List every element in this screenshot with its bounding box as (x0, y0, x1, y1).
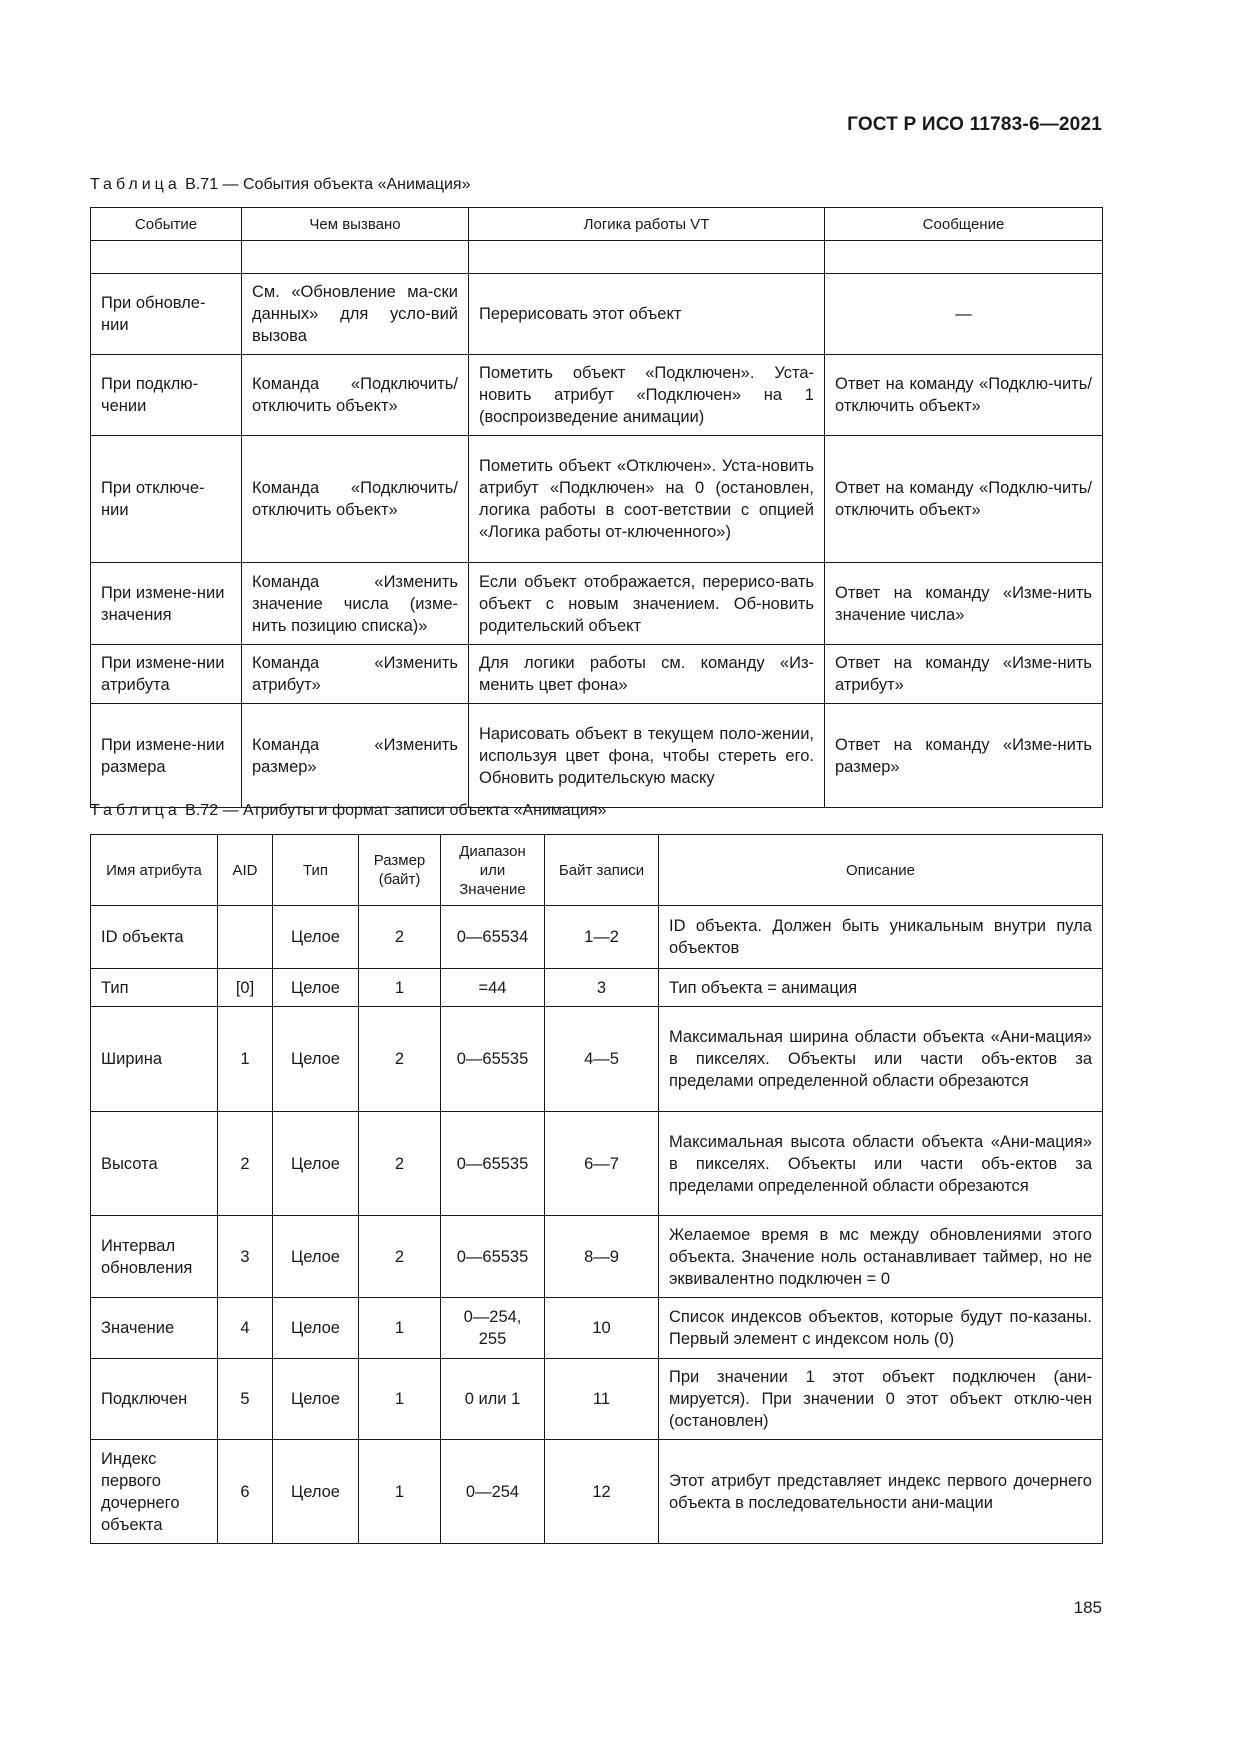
byte-cell: 12 (545, 1440, 659, 1544)
type-cell: Целое (273, 969, 359, 1007)
description-cell: Тип объекта = анимация (659, 969, 1103, 1007)
size-cell: 2 (359, 1007, 441, 1112)
column-header: Имя атрибута (91, 835, 218, 906)
aid-cell: 5 (218, 1359, 273, 1440)
type-cell: Целое (273, 1298, 359, 1359)
size-cell: 1 (359, 969, 441, 1007)
column-header: Тип (273, 835, 359, 906)
page-number: 185 (1073, 1598, 1102, 1617)
range-cell: 0—254 (441, 1440, 545, 1544)
range-cell: 0—65535 (441, 1007, 545, 1112)
type-cell: Целое (273, 1112, 359, 1216)
size-cell: 2 (359, 1112, 441, 1216)
event-cell: При обновле-нии (91, 274, 242, 355)
column-header: Диапазон или Значение (441, 835, 545, 906)
logic-cell: Пометить объект «Отключен». Уста-новить атрибут «Подключен» на 0 (остановлен, логика работы в соот-ветствии с опцией «Логика работы от-ключенного») (469, 436, 825, 563)
table2-caption-prefix: Таблица (90, 802, 181, 819)
aid-cell: 6 (218, 1440, 273, 1544)
type-cell: Целое (273, 1216, 359, 1298)
message-cell: — (825, 274, 1103, 355)
range-cell: 0—65535 (441, 1112, 545, 1216)
type-cell: Целое (273, 1440, 359, 1544)
cause-cell: Команда «Изменить размер» (242, 704, 469, 808)
attributes-table (90, 834, 1103, 1544)
column-header: Описание (659, 835, 1103, 906)
range-cell: 0—65535 (441, 1216, 545, 1298)
attr-name-cell: Интервал обновления (91, 1216, 218, 1298)
size-cell: 1 (359, 1298, 441, 1359)
column-header: Байт записи (545, 835, 659, 906)
aid-cell: [0] (218, 969, 273, 1007)
byte-cell: 11 (545, 1359, 659, 1440)
range-cell: 0—254, 255 (441, 1298, 545, 1359)
aid-cell: 1 (218, 1007, 273, 1112)
message-cell: Ответ на команду «Изме-нить атрибут» (825, 645, 1103, 704)
events-table (90, 207, 1103, 808)
attr-name-cell: Ширина (91, 1007, 218, 1112)
byte-cell: 1—2 (545, 906, 659, 969)
attr-name-cell: Значение (91, 1298, 218, 1359)
aid-cell: 3 (218, 1216, 273, 1298)
logic-cell: Перерисовать этот объект (469, 274, 825, 355)
logic-cell: Для логики работы см. команду «Из-менить цвет фона» (469, 645, 825, 704)
event-cell: При отключе-нии (91, 436, 242, 563)
byte-cell: 3 (545, 969, 659, 1007)
message-cell: Ответ на команду «Подклю-чить/отключить объект» (825, 355, 1103, 436)
table2-caption-text: В.72 — Атрибуты и формат записи объекта «Анимация» (180, 802, 607, 819)
aid-cell: 4 (218, 1298, 273, 1359)
message-cell: Ответ на команду «Изме-нить размер» (825, 704, 1103, 808)
attr-name-cell: Индекс первого дочернего объекта (91, 1440, 218, 1544)
column-header: Логика работы VT (469, 208, 825, 241)
size-cell: 1 (359, 1359, 441, 1440)
event-cell: При измене-нии атрибута (91, 645, 242, 704)
attr-name-cell: ID объекта (91, 906, 218, 969)
range-cell: 0—65534 (441, 906, 545, 969)
cause-cell: Команда «Изменить атрибут» (242, 645, 469, 704)
type-cell: Целое (273, 906, 359, 969)
table1-caption-text: В.71 — События объекта «Анимация» (180, 176, 471, 193)
column-header: Событие (91, 208, 242, 241)
description-cell: При значении 1 этот объект подключен (ани-мируется). При значении 0 этот объект отклю-чен (остановлен) (659, 1359, 1103, 1440)
type-cell: Целое (273, 1359, 359, 1440)
cause-cell: Команда «Изменить значение числа (изме-нить позицию списка)» (242, 563, 469, 645)
description-cell: ID объекта. Должен быть уникальным внутри пула объектов (659, 906, 1103, 969)
description-cell: Список индексов объектов, которые будут по-казаны. Первый элемент с индексом ноль (0) (659, 1298, 1103, 1359)
table1-caption-prefix: Таблица (90, 176, 181, 193)
column-header: AID (218, 835, 273, 906)
attr-name-cell: Высота (91, 1112, 218, 1216)
event-cell: При измене-нии размера (91, 704, 242, 808)
logic-cell: Пометить объект «Подключен». Уста-новить атрибут «Подключен» на 1 (воспроизведение анимации) (469, 355, 825, 436)
description-cell: Максимальная высота области объекта «Ани-мация» в пикселях. Объекты или части объ-ектов за пределами определенной области обрезаются (659, 1112, 1103, 1216)
type-cell: Целое (273, 1007, 359, 1112)
description-cell: Этот атрибут представляет индекс первого дочернего объекта в последовательности ани-мации (659, 1440, 1103, 1544)
message-cell: Ответ на команду «Изме-нить значение числа» (825, 563, 1103, 645)
size-cell: 2 (359, 906, 441, 969)
description-cell: Максимальная ширина области объекта «Ани-мация» в пикселях. Объекты или части объ-ектов за пределами определенной области обрезаются (659, 1007, 1103, 1112)
column-header: Чем вызвано (242, 208, 469, 241)
aid-cell: 2 (218, 1112, 273, 1216)
attr-name-cell: Тип (91, 969, 218, 1007)
document-code: ГОСТ Р ИСО 11783-6—2021 (847, 114, 1102, 135)
logic-cell: Если объект отображается, перерисо-вать объект с новым значением. Об-новить родительский объект (469, 563, 825, 645)
cause-cell: Команда «Подключить/ отключить объект» (242, 355, 469, 436)
byte-cell: 4—5 (545, 1007, 659, 1112)
byte-cell: 6—7 (545, 1112, 659, 1216)
range-cell: =44 (441, 969, 545, 1007)
range-cell: 0 или 1 (441, 1359, 545, 1440)
cause-cell: См. «Обновление ма-ски данных» для усло-вий вызова (242, 274, 469, 355)
byte-cell: 10 (545, 1298, 659, 1359)
column-header: Размер (байт) (359, 835, 441, 906)
logic-cell: Нарисовать объект в текущем поло-жении, используя цвет фона, чтобы стереть его. Обновить родительскую маску (469, 704, 825, 808)
cause-cell: Команда «Подключить/ отключить объект» (242, 436, 469, 563)
event-cell: При подклю-чении (91, 355, 242, 436)
size-cell: 2 (359, 1216, 441, 1298)
byte-cell: 8—9 (545, 1216, 659, 1298)
column-header: Сообщение (825, 208, 1103, 241)
message-cell: Ответ на команду «Подклю-чить/отключить объект» (825, 436, 1103, 563)
table1-caption (90, 176, 470, 194)
size-cell: 1 (359, 1440, 441, 1544)
table2-caption (90, 802, 606, 820)
event-cell: При измене-нии значения (91, 563, 242, 645)
aid-cell (218, 906, 273, 969)
description-cell: Желаемое время в мс между обновлениями этого объекта. Значение ноль останавливает таймер, но не эквивалентно подключен = 0 (659, 1216, 1103, 1298)
attr-name-cell: Подключен (91, 1359, 218, 1440)
